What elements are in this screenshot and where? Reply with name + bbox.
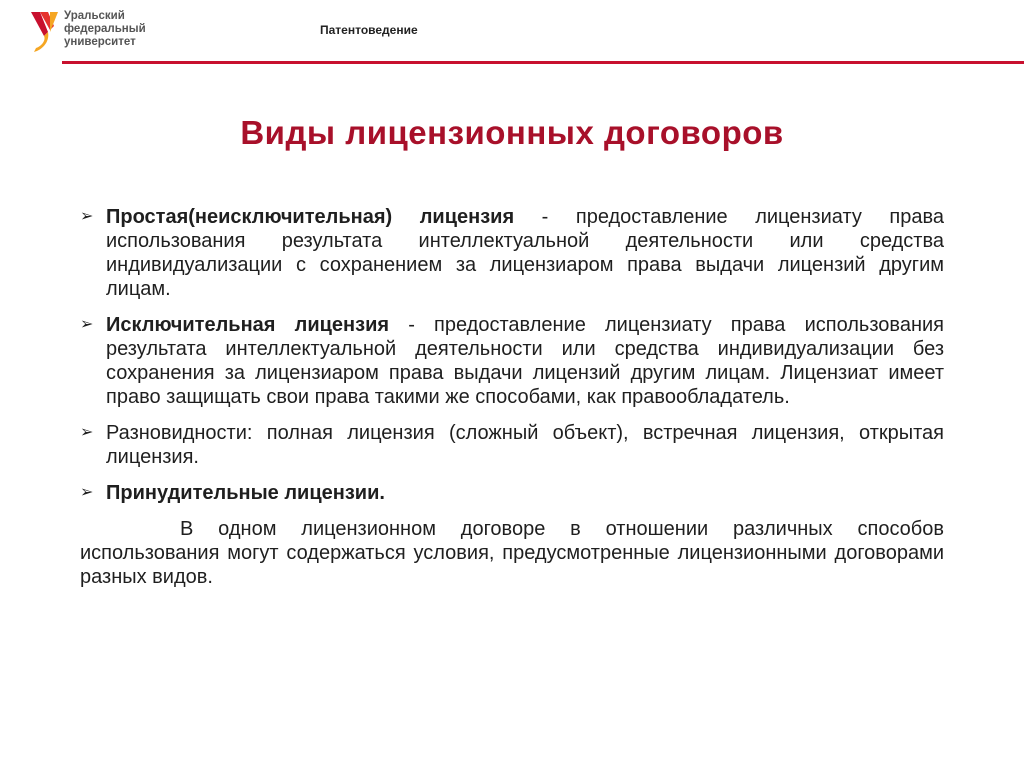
item-term: Исключительная лицензия — [106, 314, 390, 336]
arrow-bullet-icon: ➢ — [80, 316, 94, 333]
urfu-logo-icon — [28, 8, 62, 56]
university-logo — [28, 8, 168, 58]
list-item — [80, 205, 944, 301]
logo-line-2: федеральный — [64, 23, 146, 35]
closing-paragraph: В одном лицензионном договоре в отношении различных способов использования могут содержаться условия, предусмотренные лицензионными договорами разных видов. — [80, 518, 944, 588]
item-term: Принудительные лицензии. — [106, 482, 385, 504]
logo-text — [64, 10, 146, 49]
arrow-bullet-icon: ➢ — [80, 424, 94, 441]
logo-line-3: университет — [64, 36, 136, 48]
item-term: Простая(неисключительная) лицензия — [106, 206, 515, 228]
list-item — [80, 313, 944, 409]
item-text: - предоставление лицензиату права использования результата интеллектуальной деятельности или средства индивидуализации без сохранения за лицензиаром права выдачи лицензий другим лицам. Лицензиат имеет право защищать свои права такими же способами, как правообладатель. — [106, 314, 944, 408]
header-divider — [62, 61, 1024, 64]
list-item — [80, 481, 944, 505]
arrow-bullet-icon: ➢ — [80, 484, 94, 501]
item-text: - предоставление лицензиату права использования результата интеллектуальной деятельности или средства индивидуализации с сохранением за лицензиаром права выдачи лицензий другим лицам. — [106, 206, 944, 300]
arrow-bullet-icon: ➢ — [80, 208, 94, 225]
item-text: Разновидности: полная лицензия (сложный объект), встречная лицензия, открытая лицензия. — [106, 422, 944, 468]
list-item — [80, 421, 944, 469]
course-title: Патентоведение — [320, 23, 418, 37]
slide-title: Виды лицензионных договоров — [240, 114, 784, 151]
slide-header — [0, 0, 1024, 70]
slide-content — [80, 205, 944, 589]
logo-line-1: Уральский — [64, 10, 125, 22]
